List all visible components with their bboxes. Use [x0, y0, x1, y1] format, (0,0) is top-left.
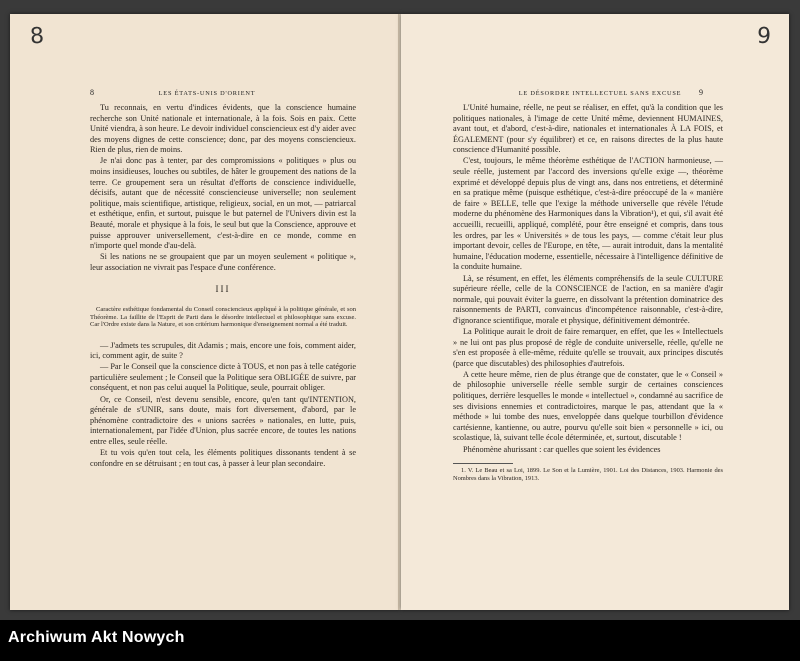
archive-page-number: 8 — [29, 23, 45, 50]
page-number: 8 — [90, 88, 94, 97]
paragraph: Tu reconnais, en vertu d'indices évidents, que la conscience humaine recherche son Unité nationale et internationale, à la fois. Sois en paix. Cette Unité viendra, à son heure. Le devoir individuel consciencieux est d'y aider avec des moyens dignes de cette conscience; donc, par des moyens consciencieux. Rien de plus, rien de moins. — [90, 103, 356, 155]
paragraph: Phénomène ahurissant : car quelles que soient les évidences — [463, 444, 661, 454]
paragraph: Et tu vois qu'en tout cela, les éléments politiques dissonants tendent à se confondre en se détruisant ; en tout cas, à passer à leur plan secondaire. — [90, 448, 356, 468]
running-head-title: LES ÉTATS-UNIS D'ORIENT — [158, 90, 256, 97]
paragraph: L'Unité humaine, réelle, ne peut se réaliser, en effet, qu'à la condition que les politiques nationales, à l'image de cette Unité même, deviennent HUMAINES, avant tout, et d'abord, c'est-à-dire, nationales et internationales À LA FOIS, et ÉGALEMENT (pour s'y équilibrer) et ce, en raisons directes de la plus haute conscience d'Humanité possible. — [453, 103, 723, 155]
footnote: 1. V. Le Beau et sa Loi, 1899. Le Son et la Lumière, 1901. Loi des Distances, 1903. Harmonie des Nombres dans la Vibration, 1913. — [453, 467, 723, 482]
left-body-text — [90, 103, 356, 469]
paragraph: A cette heure même, rien de plus étrange que de constater, que le « Conseil » de philosophie universelle réelle semble surgir de certaines consciences politiques, derrière lesquelles le monde « intellectuel », condamné au sacrifice de ses divisions ennemies et contradictoires, marque le pas, attendant que la « méthode » lui tombe des nues, enveloppée dans quelque tourbillon d'évidence cartésienne, kantienne, ou autre, pourvu qu'elle soit bien « personnelle » ici, ou scolastique, là, suivant telle école déterminée, et, surtout, discutable ! — [453, 369, 723, 443]
paragraph: La Politique aurait le droit de faire remarquer, en effet, que les « Intellectuels » ne lui ont pas plus proposé de règle de conduite universelle, réelle, qu'elle ne s'en est proposée à elle-même, réduite qu'elle se trouvait, aux principes discutés (parce que discutables) des philosophies d'autrefois. — [453, 326, 723, 368]
running-head — [90, 88, 320, 97]
paragraph: — Par le Conseil que la conscience dicte à TOUS, et non pas à telle catégorie particulière seulement ; le Conseil que la Politique sera OBLIGÉE de suivre, par conséquent, et non pas celui auquel la Politique, seule, pourrait obliger. — [90, 362, 356, 393]
paragraph: Je n'ai donc pas à tenter, par des compromissions « politiques » plus ou moins insidieuses, louches ou subtiles, de hâter le groupement des nations de la terre. Ce groupement sera un résultat d'efforts de conscience individuelle, décisifs, autant que de nécessité consciencieuse universelle; non seulement politique, mais scientifique, artistique, religieux, social, en un mot, — patriarcal et esthétique, enfin, et surtout, puisque le but paternel de l'Univers divin est la Beauté, morale et physique à la fois, le seul but que la Conscience, approuve et puisse approuver universellement, c'est-à-dire en ce monde, comme en n'importe quel monde d'au-delà. — [90, 156, 356, 251]
archive-footer-bar — [0, 620, 800, 661]
right-page — [401, 14, 789, 610]
left-page — [10, 14, 400, 610]
paragraph: C'est, toujours, le même théorème esthétique de l'ACTION harmonieuse, — seule réelle, justement par l'accord des inversions qu'elle exige —, théorème exprimé et développé depuis plus de vingt ans, dans nos entretiens, et déterminé en sa pratique même (puisque esthétique, c'est-à-dire préoccupé de la « manière de faire » BELLE, telle que l'exige la méthode universelle que révèle l'étude moderne du phénomène des Harmoniques dans la Vibration¹), et qui, s'il avait été accueilli, recueilli, appliqué, complété, pour être enseigné et compris, dans tous les ordres, par les « Universités » de tous les pays, — comme c'était leur plus important devoir, celles de l'Europe, en tête, — aurait introduit, dans la mentalité humaine, l'éducation moderne, essentielle, nécessaire à l'intelligence définitive de la conduite humaine. — [453, 156, 723, 272]
right-body-text — [453, 103, 723, 482]
paragraph: — J'admets tes scrupules, dit Adamis ; mais, encore une fois, comment aider, ici, comment agir, de suite ? — [90, 340, 356, 361]
footnote-rule — [453, 463, 513, 464]
paragraph: Or, ce Conseil, n'est devenu sensible, encore, qu'en tant qu'INTENTION, générale de s'UNIR, sans doute, mais fort diversement, d'abord, par le phénomène contradictoire des « unions sacrées » nationales, en lutte, puis, internationalement, par l'idée d'Union, plus sacrée encore, de toutes les nations entre elles, seule réelle. — [90, 394, 356, 446]
archive-name: Archiwum Akt Nowych — [8, 629, 185, 646]
paragraph: Là, se résument, en effet, les éléments compréhensifs de la seule CULTURE supérieure réelle, celle de la CONSCIENCE de l'action, en sa manière d'agir normale, qui pouvait éviter la guerre, en dissolvant la prétention dominatrice des raisonnements de PARTI, convaincus d'incompétence raisonnable, c'est-à-dire, d'ignorance scientifique, morale et physique, définitivement démontrée. — [453, 273, 723, 325]
archive-page-number: 9 — [756, 23, 772, 50]
page-number: 9 — [698, 88, 703, 97]
section-number: III — [215, 283, 231, 294]
running-head-title: LE DÉSORDRE INTELLECTUEL SANS EXCUSE — [518, 90, 682, 97]
running-head — [501, 88, 703, 97]
paragraph: Si les nations ne se groupaient que par un moyen seulement « politique », leur association ne vivrait pas l'espace d'une conférence. — [90, 252, 356, 272]
section-summary: Caractère esthétique fondamental du Conseil consciencieux appliqué à la politique générale, et son Théorème. La faillite de l'Esprit de Parti dans le désordre intellectuel et philosophique sans excuse. Car l'Ordre existe dans la Nature, et son critérium harmonique d'enseignement normal a été traduit. — [90, 306, 356, 329]
